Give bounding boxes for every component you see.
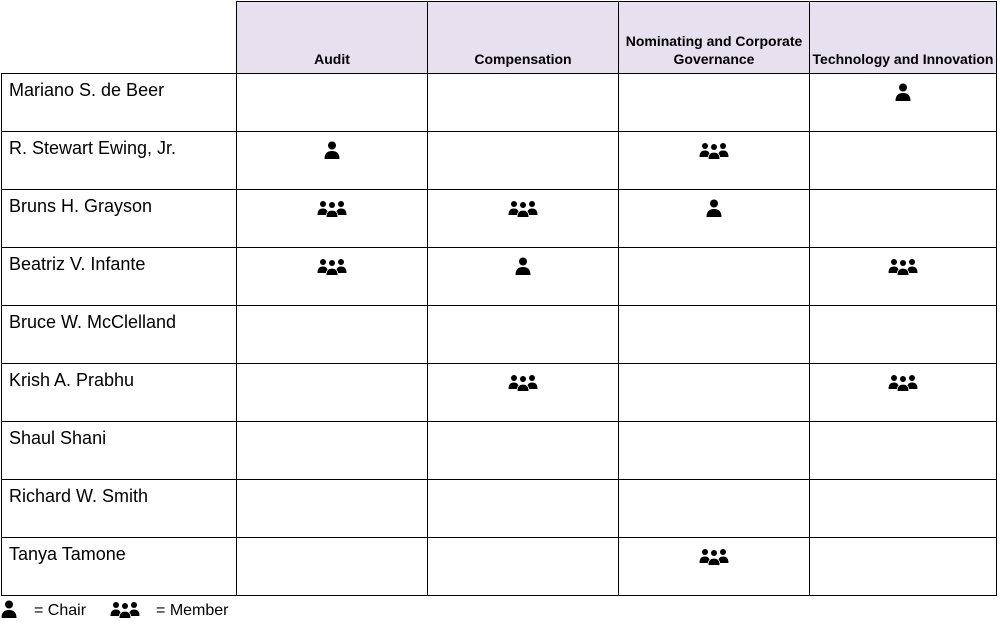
table-row: [2, 538, 997, 596]
role-cell: [810, 74, 997, 132]
header-compensation: Compensation: [428, 2, 619, 74]
role-cell: [428, 538, 619, 596]
header-row: [2, 2, 997, 74]
role-cell: [428, 248, 619, 306]
role-cell: [810, 480, 997, 538]
person-icon: [514, 257, 532, 280]
legend-member-label: = Member: [156, 602, 229, 619]
director-name: Beatriz V. Infante: [2, 248, 237, 306]
role-cell: [237, 480, 428, 538]
role-cell: [619, 538, 810, 596]
person-icon: [323, 141, 341, 164]
role-cell: [428, 480, 619, 538]
table-row: [2, 74, 997, 132]
group-icon: [888, 257, 918, 280]
person-icon: [0, 600, 18, 623]
group-icon: [508, 199, 538, 222]
group-icon: [888, 373, 918, 396]
header-blank-cell: [2, 2, 237, 74]
role-cell: [428, 364, 619, 422]
table-row: [2, 132, 997, 190]
header-technology: Technology and Innovation: [810, 2, 997, 74]
group-icon: [699, 547, 729, 570]
role-cell: [237, 422, 428, 480]
director-name: Bruns H. Grayson: [2, 190, 237, 248]
group-icon: [508, 373, 538, 396]
role-cell: [237, 248, 428, 306]
director-name: Shaul Shani: [2, 422, 237, 480]
role-cell: [428, 306, 619, 364]
director-name: R. Stewart Ewing, Jr.: [2, 132, 237, 190]
role-cell: [619, 132, 810, 190]
table-row: [2, 190, 997, 248]
role-cell: [810, 248, 997, 306]
role-cell: [619, 480, 810, 538]
role-cell: [810, 422, 997, 480]
role-cell: [237, 306, 428, 364]
role-cell: [619, 306, 810, 364]
role-cell: [428, 132, 619, 190]
role-cell: [237, 538, 428, 596]
table-row: [2, 480, 997, 538]
role-cell: [810, 364, 997, 422]
header-audit: Audit: [237, 2, 428, 74]
group-icon: [110, 600, 140, 623]
role-cell: [619, 74, 810, 132]
director-name: Tanya Tamone: [2, 538, 237, 596]
role-cell: [619, 422, 810, 480]
role-cell: [619, 364, 810, 422]
table-row: [2, 364, 997, 422]
director-name: Bruce W. McClelland: [2, 306, 237, 364]
role-cell: [237, 132, 428, 190]
role-cell: [810, 538, 997, 596]
table-row: [2, 422, 997, 480]
person-icon: [894, 83, 912, 106]
legend-chair-label: = Chair: [34, 602, 87, 619]
role-cell: [810, 132, 997, 190]
table-row: [2, 248, 997, 306]
role-cell: [810, 306, 997, 364]
legend: [0, 600, 229, 622]
table-row: [2, 306, 997, 364]
director-name: Krish A. Prabhu: [2, 364, 237, 422]
role-cell: [428, 422, 619, 480]
role-cell: [810, 190, 997, 248]
role-cell: [619, 190, 810, 248]
role-cell: [428, 190, 619, 248]
group-icon: [317, 257, 347, 280]
header-nominating: Nominating and Corporate Governance: [619, 2, 810, 74]
role-cell: [237, 364, 428, 422]
role-cell: [237, 74, 428, 132]
director-name: Mariano S. de Beer: [2, 74, 237, 132]
group-icon: [317, 199, 347, 222]
role-cell: [237, 190, 428, 248]
role-cell: [619, 248, 810, 306]
committee-table: [1, 1, 997, 596]
role-cell: [428, 74, 619, 132]
director-name: Richard W. Smith: [2, 480, 237, 538]
person-icon: [705, 199, 723, 222]
group-icon: [699, 141, 729, 164]
